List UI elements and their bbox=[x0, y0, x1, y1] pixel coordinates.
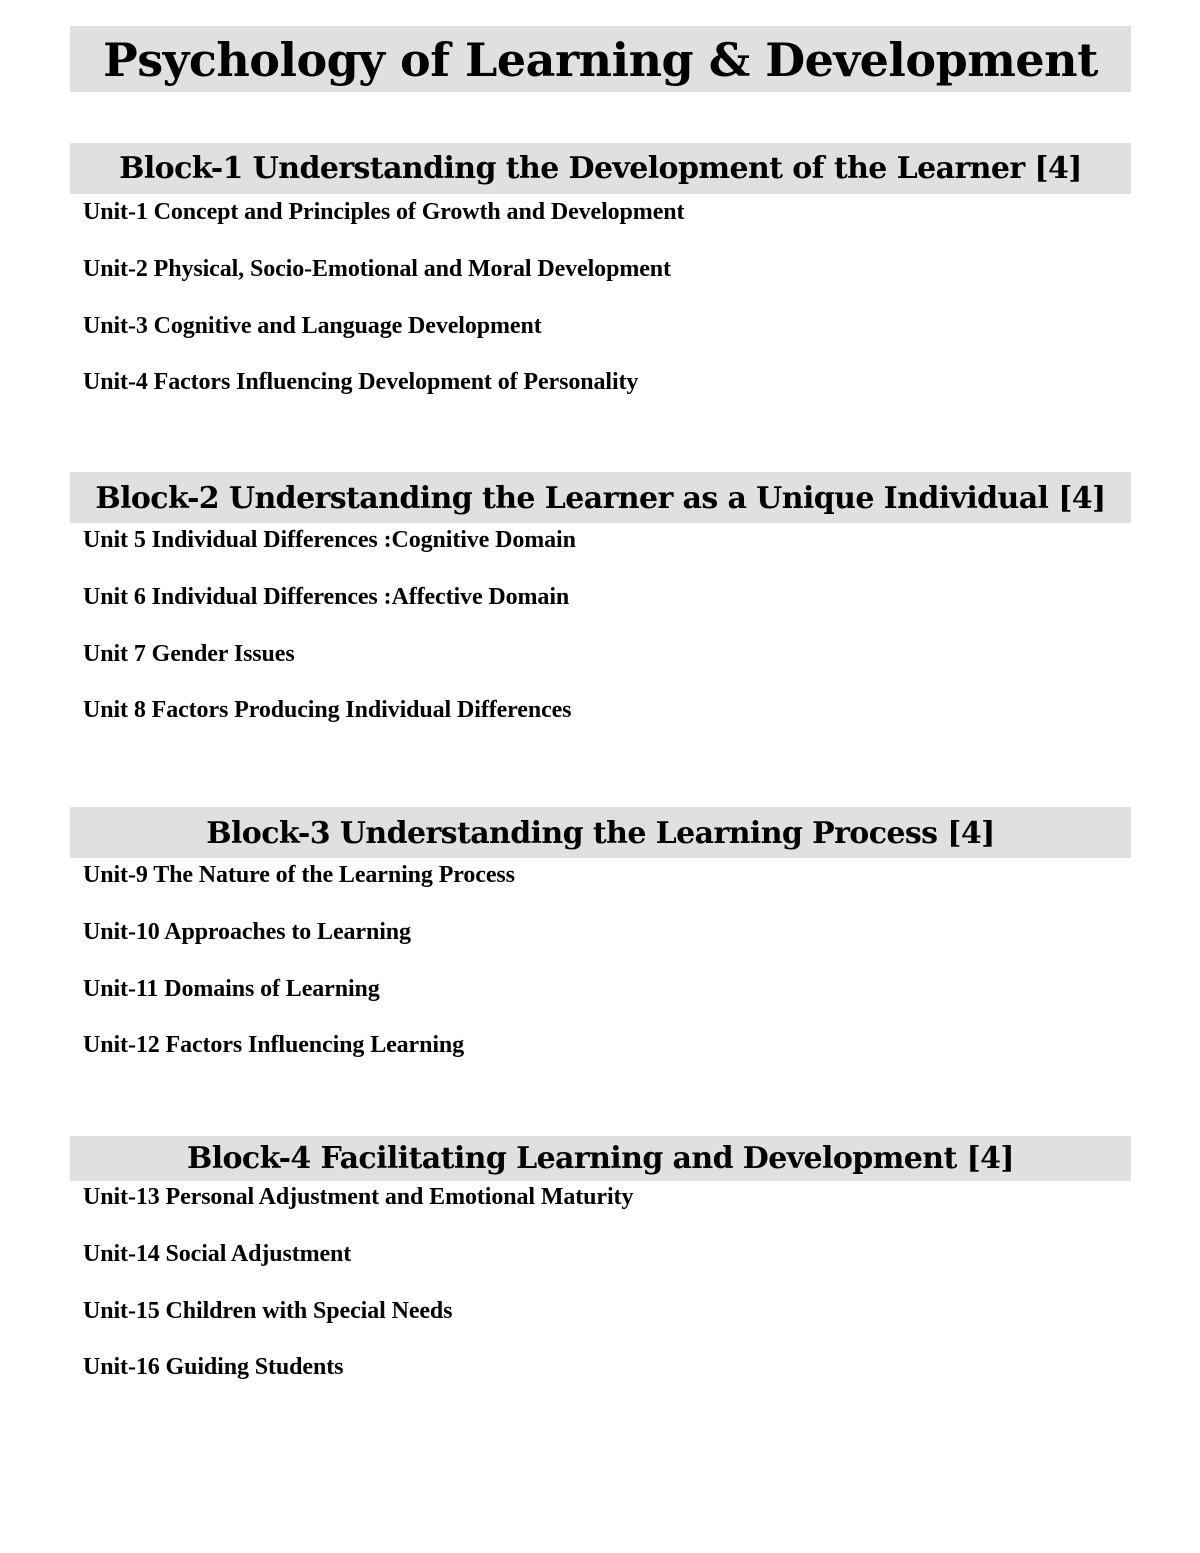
unit-item: Unit-11 Domains of Learning bbox=[83, 975, 380, 1002]
unit-item: Unit 7 Gender Issues bbox=[83, 640, 295, 667]
block-2-heading: Block-2 Understanding the Learner as a Unique Individual [4] bbox=[70, 472, 1131, 523]
unit-item: Unit-12 Factors Influencing Learning bbox=[83, 1032, 465, 1059]
unit-item: Unit 8 Factors Producing Individual Differences bbox=[83, 697, 572, 724]
unit-item: Unit-10 Approaches to Learning bbox=[83, 918, 411, 945]
unit-item: Unit-2 Physical, Socio-Emotional and Moral Development bbox=[83, 255, 671, 282]
block-4-heading: Block-4 Facilitating Learning and Development [4] bbox=[70, 1136, 1131, 1181]
page-title: Psychology of Learning & Development bbox=[70, 26, 1131, 92]
unit-item: Unit-14 Social Adjustment bbox=[83, 1240, 352, 1267]
unit-item: Unit-3 Cognitive and Language Development bbox=[83, 312, 542, 339]
unit-item: Unit 6 Individual Differences :Affective Domain bbox=[83, 583, 570, 610]
unit-item: Unit-4 Factors Influencing Development of Personality bbox=[83, 369, 639, 396]
unit-item: Unit-9 The Nature of the Learning Process bbox=[83, 862, 515, 888]
unit-item: Unit-15 Children with Special Needs bbox=[83, 1297, 453, 1324]
block-1-heading: Block-1 Understanding the Development of the Learner [4] bbox=[70, 143, 1131, 194]
block-3-unit-list bbox=[83, 860, 515, 1087]
unit-item: Unit-16 Guiding Students bbox=[83, 1354, 344, 1381]
block-4-unit-list bbox=[83, 1182, 633, 1409]
block-3-heading: Block-3 Understanding the Learning Process [4] bbox=[70, 807, 1131, 858]
unit-item: Unit-13 Personal Adjustment and Emotional Maturity bbox=[83, 1184, 634, 1210]
unit-item: Unit 5 Individual Differences :Cognitive Domain bbox=[83, 527, 576, 553]
block-2-unit-list bbox=[83, 525, 576, 752]
block-1-unit-list bbox=[83, 197, 684, 424]
unit-item: Unit-1 Concept and Principles of Growth and Development bbox=[83, 199, 685, 225]
